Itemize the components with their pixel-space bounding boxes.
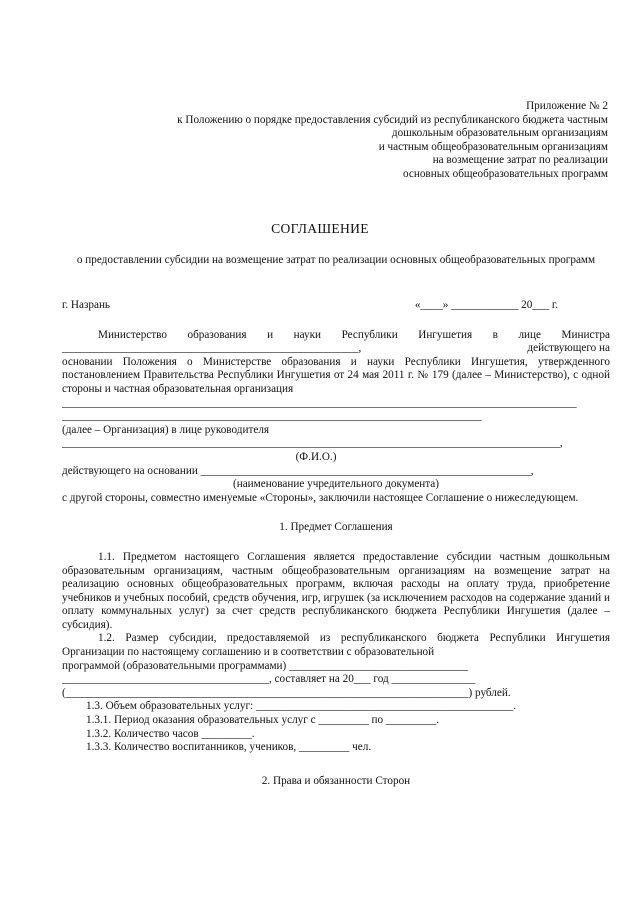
preamble-org: (далее – Организация) в лице руководителя [62,423,270,436]
preamble-paragraph: основании Положения о Министерстве образования и науки Республики Ингушетия, утвержденного постановлением Правительства Республики Ингушетия от 24 мая 2011 г. № 179 (далее – Министерство), с одной стороны и частная образовательная организация [62,355,610,395]
appendix-header [88,100,608,182]
preamble-row [62,342,610,356]
section-1-heading: 1. Предмет Соглашения [279,521,393,534]
blank-line: _____________________________________________________, [62,342,362,355]
clause-1-3-2: 1.3.2. Количество часов _________. [86,727,255,740]
clause-1-1: 1.1. Предметом настоящего Соглашения является предоставление субсидии частным дошкольным образовательным организациям, частным общеобразовательным организациям на возмещение затрат на реализацию основных общеобразовательных программ, включая расходы на оплату труда, приобретение учебников и учебных пособий, средств обучения, игр, игрушек (за исключением расходов на содержание зданий и оплату коммунальных услуг) за счет средств республиканского бюджета Республики Ингушетия (далее – субсидия). [62,550,610,631]
appendix-line: дошкольным образовательным организациям [391,127,608,140]
appendix-line: основных общеобразовательных программ [403,167,608,180]
clause-1-2-line: (________________________________________________________________________) рублей. [62,686,511,699]
blank-line: ____________________________________________________________________________________________ [62,396,577,409]
appendix-line: к Положению о порядке предоставления субсидий из республиканского бюджета частным [177,113,608,126]
blank-line: _________________________________________________________________________________________, [62,437,563,450]
appendix-line: на возмещение затрат по реализации [432,154,608,167]
document-subtitle: о предоставлении субсидии на возмещение затрат по реализации основных общеобразовательных программ [76,254,596,266]
place: г. Назрань [62,299,111,311]
doc-name-caption: (наименование учредительного документа) [232,478,440,491]
preamble-line: Министерство образования и науки Республики Ингушетия в лице Министра [98,328,610,341]
preamble-text: действующего на [527,342,610,355]
clause-1-2-line: программой (образовательными программами) ________________________________ [62,659,469,672]
preamble-closing: с другой стороны, совместно именуемые «Стороны», заключили настоящее Соглашение о нижеследующем. [62,491,579,504]
clause-1-2: 1.2. Размер субсидии, предоставляемой из республиканского бюджета Республики Ингушетия Организации по настоящему соглашению и в соответствии с образовательной [62,632,610,659]
appendix-number: Приложение № 2 [526,100,608,112]
document-body [62,299,610,788]
blank-line: ___________________________________________________________________________ [62,410,482,423]
clause-1-3-1: 1.3.1. Период оказания образовательных услуг с _________ по _________. [86,714,440,727]
fio-caption: (Ф.И.О.) [295,450,337,463]
section-2-heading: 2. Права и обязанности Сторон [261,774,411,787]
clause-1-2-line: _____________________________________, составляет на 20___ год _______________ [62,673,476,686]
clause-1-3: 1.3. Объем образовательных услуг: ______________________________________________. [86,700,517,713]
clause-1-3-3: 1.3.3. Количество воспитанников, учеников, _________ чел. [86,741,372,754]
document-title: СОГЛАШЕНИЕ [271,221,369,236]
date-line: «____» ____________ 20___ г. [414,299,558,311]
acting-basis-line: действующего на основании ___________________________________________________________, [62,464,534,477]
appendix-line: и частным общеобразовательным организациям [378,140,608,153]
place-date-row [62,299,610,313]
